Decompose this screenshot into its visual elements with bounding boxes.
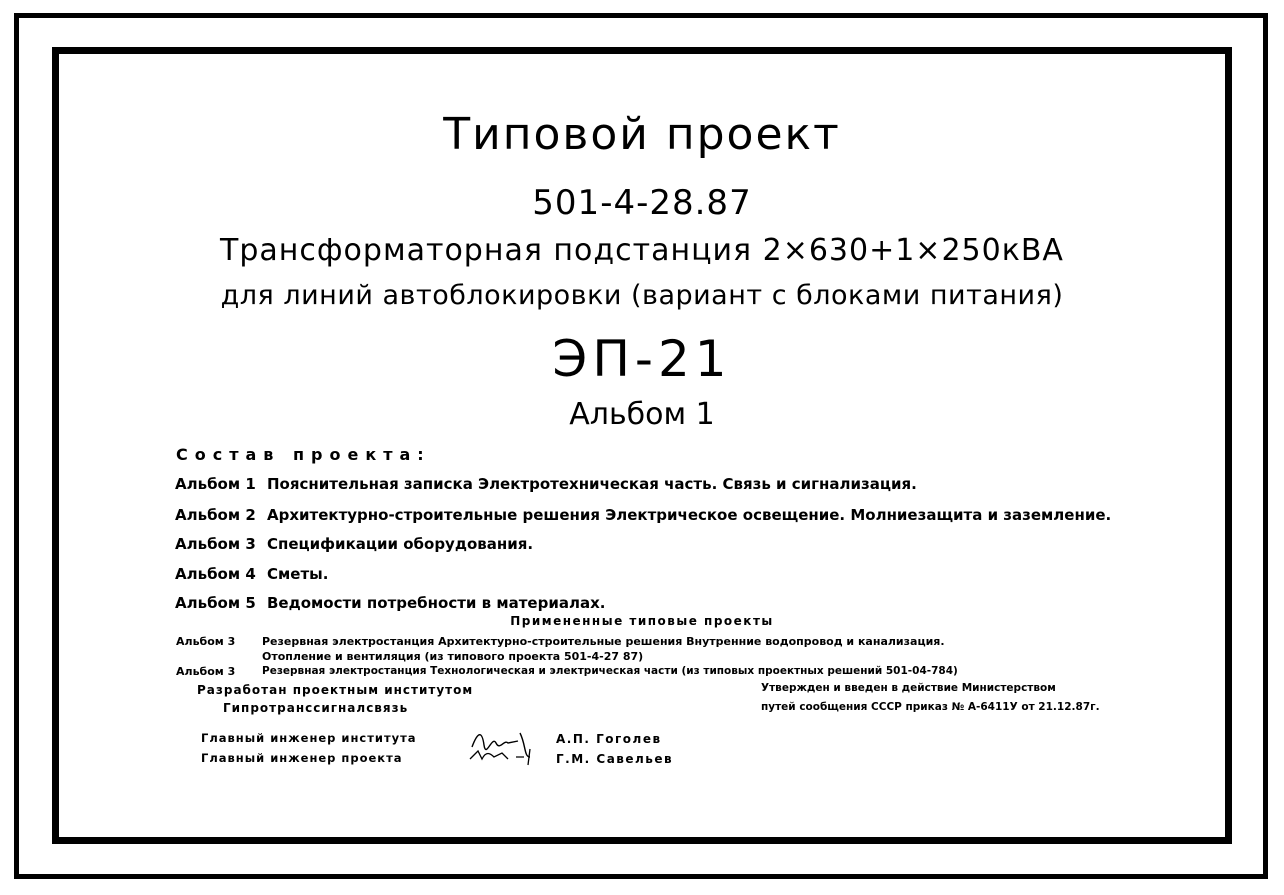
document-title: Типовой проект — [443, 109, 841, 160]
album-row — [175, 477, 917, 492]
album-description: Ведомости потребности в материалах. — [267, 594, 606, 612]
album-description: Архитектурно-строительные решения Электрическое освещение. Молниезащита и заземление. — [267, 506, 1112, 524]
album-row — [175, 537, 533, 552]
subtitle-line-2: для линий автоблокировки (вариант с блоками питания) — [220, 280, 1064, 311]
applied-album-number: Альбом 3 — [176, 635, 236, 648]
album-number: Альбом 2 — [175, 506, 256, 524]
album-description: Пояснительная записка Электротехническая часть. Связь и сигнализация. — [267, 475, 917, 493]
album-row — [175, 596, 605, 611]
signature-2 — [468, 745, 538, 767]
developed-by: Разработан проектным институтом — [197, 683, 474, 697]
album-label: Альбом 1 — [569, 397, 715, 432]
album-number: Альбом 3 — [175, 535, 256, 553]
applied-album-number: Альбом 3 — [176, 665, 236, 678]
project-code: ЭП-21 — [552, 330, 732, 388]
album-number: Альбом 4 — [175, 565, 256, 583]
applied-line: Резервная электростанция Технологическая и электрическая части (из типовых проектных решений 501-04-784) — [262, 665, 958, 677]
chief-engineer-project-label: Главный инженер проекта — [201, 751, 403, 765]
album-row — [175, 508, 1111, 523]
signer-name-1: А.П. Гоголев — [556, 732, 662, 746]
album-number: Альбом 5 — [175, 594, 256, 612]
applied-line: Отопление и вентиляция (из типового проекта 501-4-27 87) — [262, 650, 644, 663]
applied-line: Резервная электростанция Архитектурно-строительные решения Внутренние водопровод и канализация. — [262, 635, 945, 648]
signer-name-2: Г.М. Савельев — [556, 752, 674, 766]
album-number: Альбом 1 — [175, 475, 256, 493]
applied-projects-header: Примененные типовые проекты — [510, 614, 774, 628]
album-description: Сметы. — [267, 565, 329, 583]
chief-engineer-institute-label: Главный инженер института — [201, 731, 417, 745]
approved-line-2: путей сообщения СССР приказ № А-6411У от 21.12.87г. — [761, 701, 1100, 713]
institute-name: Гипротранссигналсвязь — [223, 701, 409, 715]
subtitle-line-1: Трансформаторная подстанция 2×630+1×250кВА — [220, 233, 1064, 268]
album-row — [175, 567, 328, 582]
approved-line-1: Утвержден и введен в действие Министерством — [761, 682, 1056, 694]
album-description: Спецификации оборудования. — [267, 535, 534, 553]
composition-header: Состав проекта: — [176, 445, 431, 464]
project-number: 501-4-28.87 — [532, 183, 752, 223]
